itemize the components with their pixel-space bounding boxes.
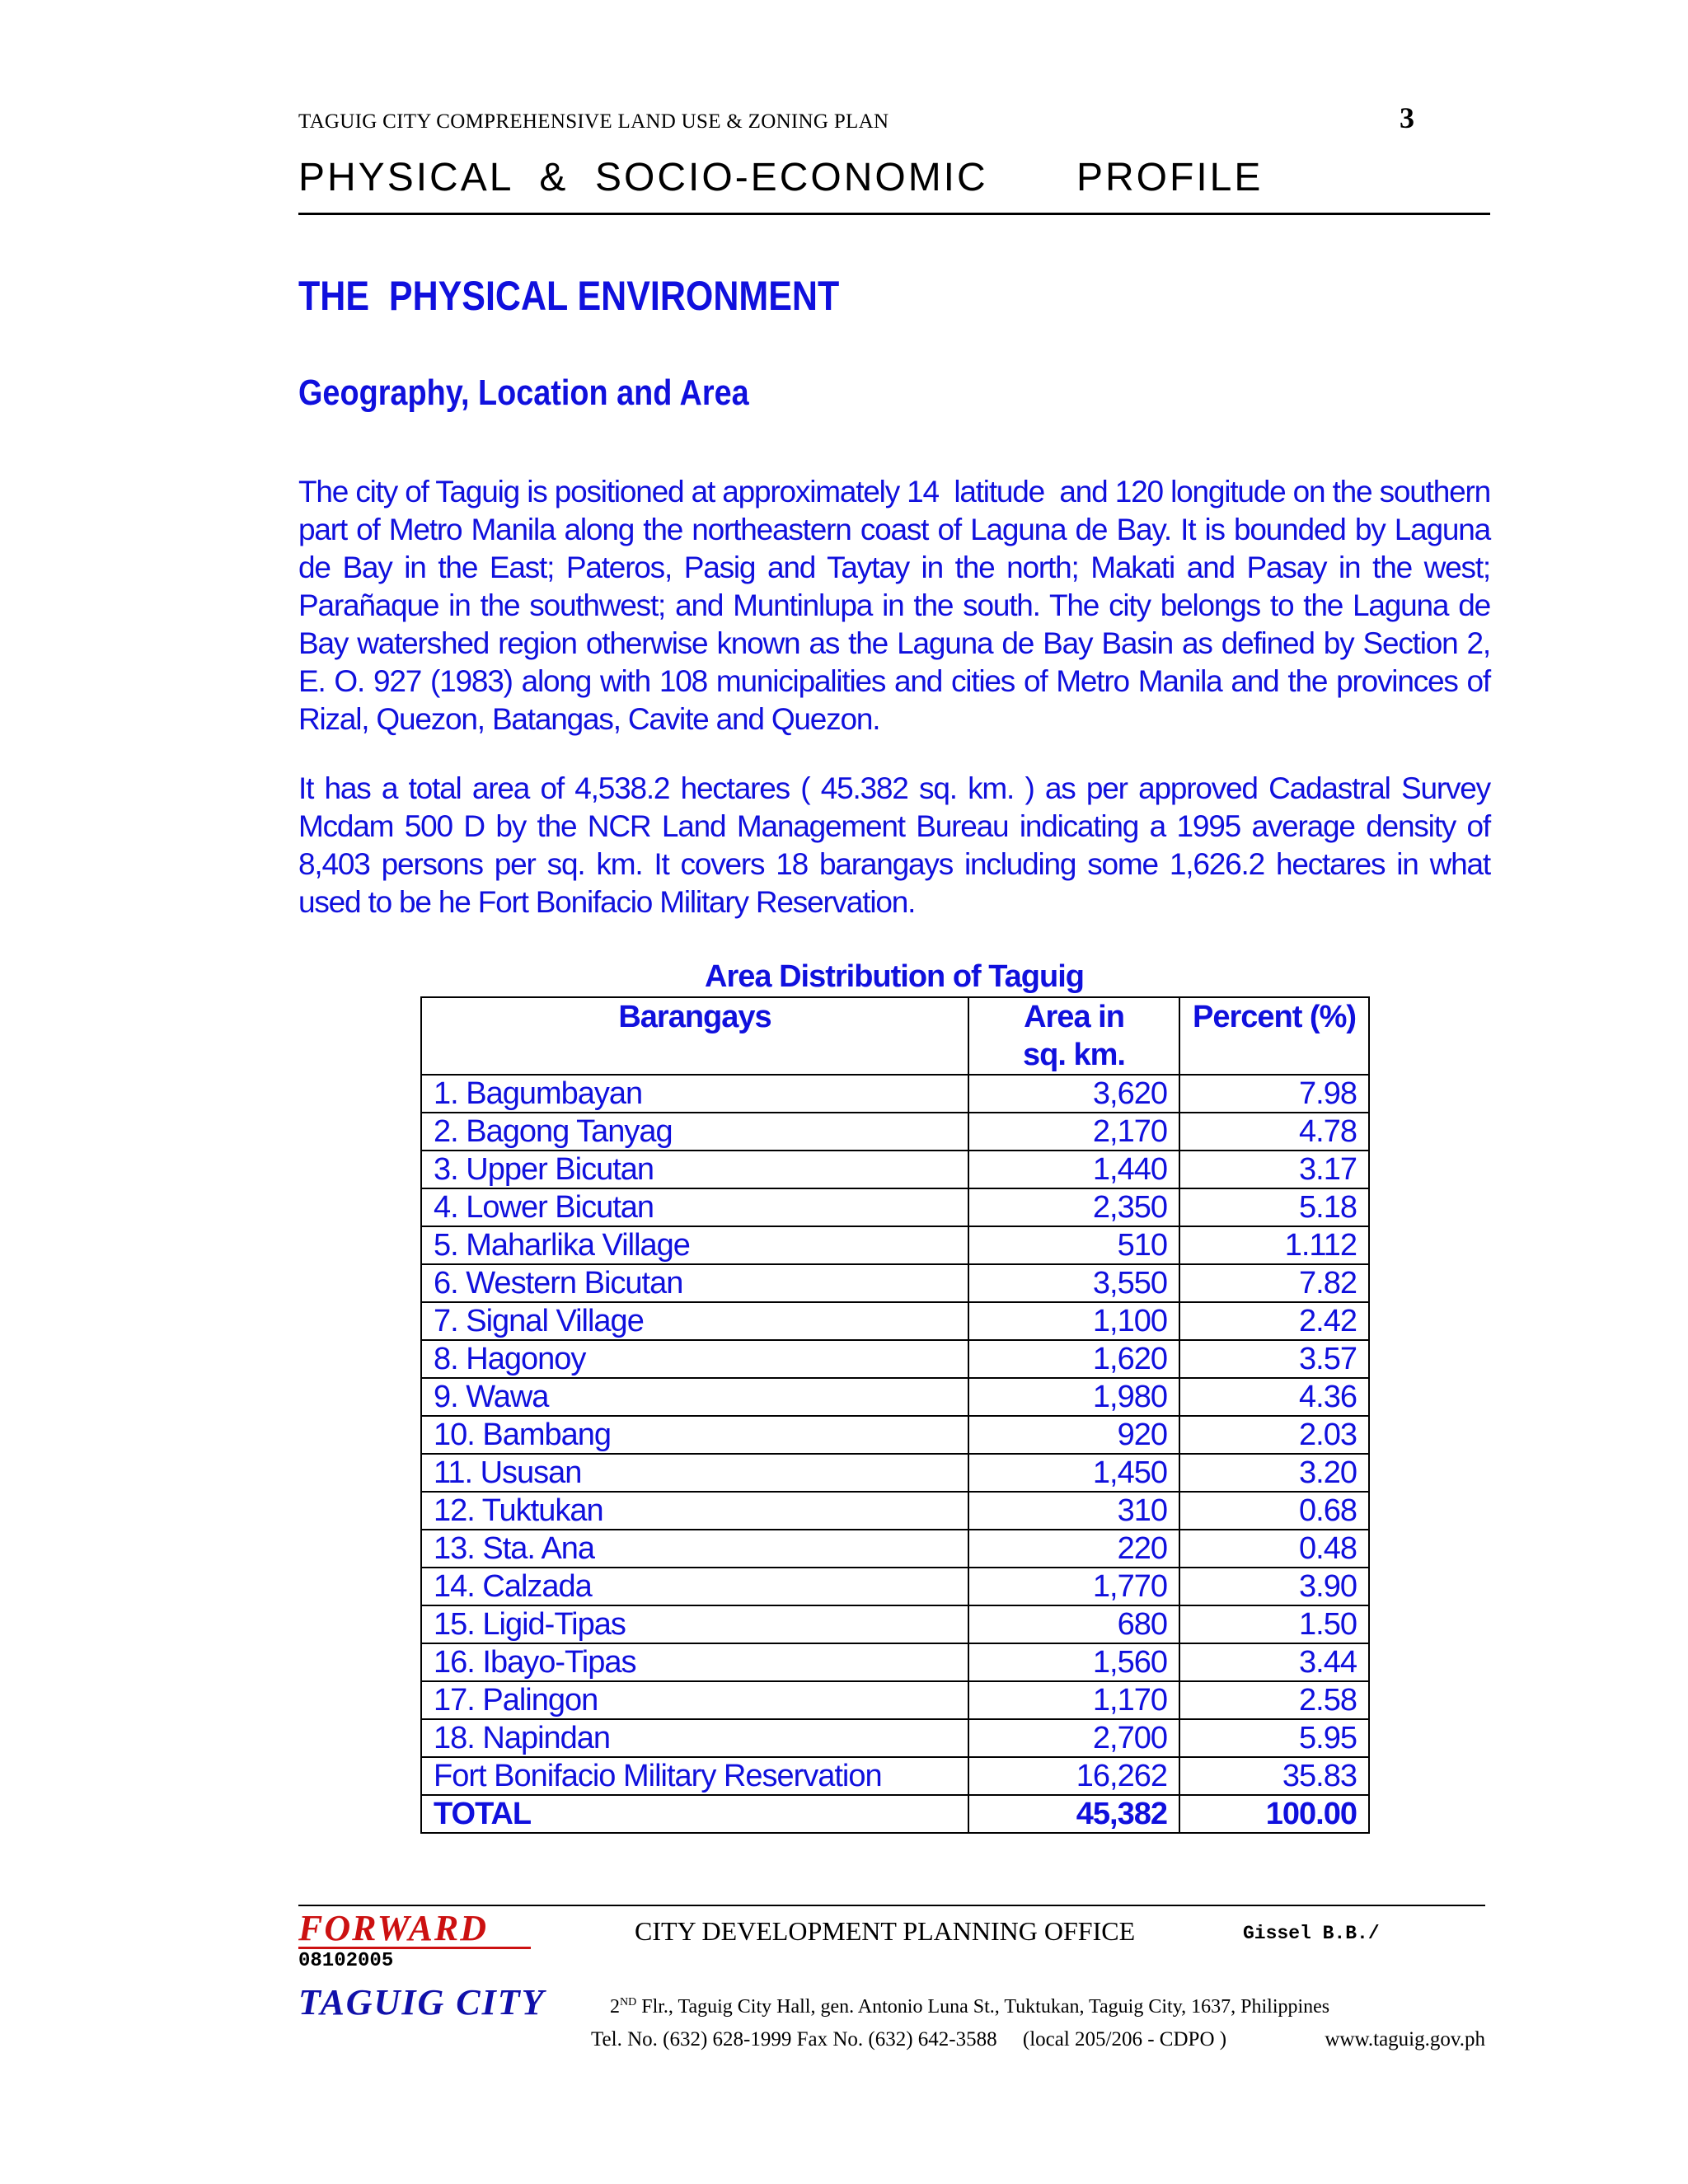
- table-row: [421, 1188, 1369, 1226]
- section-title-left: PHYSICAL & SOCIO-ECONOMIC: [298, 156, 988, 199]
- column-header-percent: Percent (%): [1179, 997, 1369, 1075]
- area-cell: 2,350: [968, 1188, 1179, 1226]
- barangay-name: Fort Bonifacio Military Reservation: [421, 1757, 968, 1795]
- percent-cell: 1.50: [1179, 1605, 1369, 1643]
- barangay-name: 13. Sta. Ana: [421, 1530, 968, 1568]
- percent-cell: 0.68: [1179, 1492, 1369, 1530]
- area-cell: 680: [968, 1605, 1179, 1643]
- area-cell: 2,170: [968, 1113, 1179, 1151]
- barangay-name: 18. Napindan: [421, 1719, 968, 1757]
- column-header-area: [968, 997, 1179, 1075]
- paragraph-area: It has a total area of 4,538.2 hectares ( 45.382 sq. km. ) as per approved Cadastral Survey Mcdam 500 D by the NCR Land Management Bureau indicating a 1995 average density of 8,403 persons per sq. km. It covers 18 barangays including some 1,626.2 hectares in what used to be he Fort Bonifacio Military Reservation.: [298, 771, 1490, 919]
- barangay-name: 7. Signal Village: [421, 1302, 968, 1340]
- barangay-name: 3. Upper Bicutan: [421, 1151, 968, 1188]
- barangay-name: 16. Ibayo-Tipas: [421, 1643, 968, 1681]
- area-distribution-table: [420, 996, 1370, 1834]
- para1-text-b: latitude and 120: [938, 475, 1163, 509]
- percent-cell: 2.42: [1179, 1302, 1369, 1340]
- table-row: [421, 1643, 1369, 1681]
- area-cell: 1,980: [968, 1378, 1179, 1416]
- barangay-name: 2. Bagong Tanyag: [421, 1113, 968, 1151]
- percent-cell: 5.18: [1179, 1188, 1369, 1226]
- total-area: 45,382: [968, 1795, 1179, 1833]
- area-header-line2: sq. km.: [1023, 1038, 1125, 1072]
- barangay-name: 11. Ususan: [421, 1454, 968, 1492]
- table-body: [421, 1075, 1369, 1795]
- percent-cell: 7.98: [1179, 1075, 1369, 1113]
- website-link[interactable]: www.taguig.gov.ph: [1325, 2028, 1485, 2050]
- table-row: [421, 1568, 1369, 1605]
- percent-cell: 1.112: [1179, 1226, 1369, 1264]
- table-header-row: [421, 997, 1369, 1075]
- table-row: [421, 1264, 1369, 1302]
- barangay-name: 8. Hagonoy: [421, 1340, 968, 1378]
- table-row: [421, 1530, 1369, 1568]
- barangay-name: 1. Bagumbayan: [421, 1075, 968, 1113]
- area-cell: 310: [968, 1492, 1179, 1530]
- table-row: [421, 1151, 1369, 1188]
- address-ordinal: ND: [620, 1996, 637, 2008]
- subheading: Geography, Location and Area: [298, 373, 749, 413]
- table-row: [421, 1757, 1369, 1795]
- area-cell: 1,620: [968, 1340, 1179, 1378]
- table-title: Area Distribution of Taguig: [705, 959, 1084, 994]
- area-cell: 3,550: [968, 1264, 1179, 1302]
- contact-line: [591, 2028, 1485, 2051]
- barangay-name: 9. Wawa: [421, 1378, 968, 1416]
- area-cell: 1,100: [968, 1302, 1179, 1340]
- area-cell: 1,560: [968, 1643, 1179, 1681]
- total-percent: 100.00: [1179, 1795, 1369, 1833]
- area-header-line1: Area in: [1024, 1000, 1124, 1034]
- section-header: [298, 155, 1490, 215]
- table-row: [421, 1113, 1369, 1151]
- page-heading: THE PHYSICAL ENVIRONMENT: [298, 273, 840, 319]
- percent-cell: 2.58: [1179, 1681, 1369, 1719]
- percent-cell: 2.03: [1179, 1416, 1369, 1454]
- date-code: 08102005: [298, 1950, 394, 1972]
- table-row: [421, 1681, 1369, 1719]
- percent-cell: 3.90: [1179, 1568, 1369, 1605]
- percent-cell: 35.83: [1179, 1757, 1369, 1795]
- area-cell: 510: [968, 1226, 1179, 1264]
- table-row: [421, 1719, 1369, 1757]
- column-header-barangays: Barangays: [421, 997, 968, 1075]
- area-cell: 2,700: [968, 1719, 1179, 1757]
- percent-cell: 7.82: [1179, 1264, 1369, 1302]
- barangay-name: 10. Bambang: [421, 1416, 968, 1454]
- table-row: [421, 1378, 1369, 1416]
- barangay-name: 5. Maharlika Village: [421, 1226, 968, 1264]
- area-cell: 1,170: [968, 1681, 1179, 1719]
- area-cell: 1,770: [968, 1568, 1179, 1605]
- area-cell: 16,262: [968, 1757, 1179, 1795]
- taguig-city-logo: TAGUIG CITY: [298, 1982, 546, 2022]
- percent-cell: 3.44: [1179, 1643, 1369, 1681]
- barangay-name: 15. Ligid-Tipas: [421, 1605, 968, 1643]
- barangay-name: 17. Palingon: [421, 1681, 968, 1719]
- address-floor: 2: [610, 1996, 620, 2018]
- contact-phone: Tel. No. (632) 628-1999 Fax No. (632) 642-3588 (local 205/206 - CDPO ): [591, 2028, 1227, 2050]
- area-cell: 1,450: [968, 1454, 1179, 1492]
- running-title: TAGUIG CITY COMPREHENSIVE LAND USE & ZONING PLAN: [298, 110, 889, 133]
- percent-cell: 0.48: [1179, 1530, 1369, 1568]
- percent-cell: 3.20: [1179, 1454, 1369, 1492]
- area-cell: 920: [968, 1416, 1179, 1454]
- para1-text-c: longitude on the southern part of Metro Manila along the northeastern coast of Laguna de Bay. It is bounded by Laguna de Bay in the East; Pateros, Pasig and Taytay in the north; Makati and Pasay in the west; Parañaque in the southwest; and Muntinlupa in the south. The city belongs to the Laguna de Bay watershed region otherwise known as the Laguna de Bay Basin as defined by Section 2, E. O. 927 (1983) along with 108 municipalities and cities of Metro Manila and the provinces of Rizal, Quezon, Batangas, Cavite and Quezon.: [298, 475, 1490, 736]
- percent-cell: 4.36: [1179, 1378, 1369, 1416]
- paragraph-location: [298, 466, 1490, 738]
- author-initials: Gissel B.B./: [1243, 1923, 1380, 1944]
- footer-divider: [298, 1905, 1485, 1906]
- table-row: [421, 1492, 1369, 1530]
- page-number: 3: [1400, 101, 1414, 134]
- office-address: [610, 1996, 1329, 2018]
- table-row: [421, 1340, 1369, 1378]
- barangay-name: 14. Calzada: [421, 1568, 968, 1605]
- percent-cell: 4.78: [1179, 1113, 1369, 1151]
- table-row: [421, 1302, 1369, 1340]
- area-cell: 220: [968, 1530, 1179, 1568]
- barangay-name: 4. Lower Bicutan: [421, 1188, 968, 1226]
- table-total-row: [421, 1795, 1369, 1833]
- address-text: Flr., Taguig City Hall, gen. Antonio Luna St., Tuktukan, Taguig City, 1637, Philippines: [636, 1996, 1330, 2018]
- percent-cell: 3.57: [1179, 1340, 1369, 1378]
- percent-cell: 3.17: [1179, 1151, 1369, 1188]
- area-cell: 1,440: [968, 1151, 1179, 1188]
- area-cell: 3,620: [968, 1075, 1179, 1113]
- barangay-name: 6. Western Bicutan: [421, 1264, 968, 1302]
- table-row: [421, 1226, 1369, 1264]
- office-name: CITY DEVELOPMENT PLANNING OFFICE: [635, 1916, 1136, 1946]
- para1-text-a: The city of Taguig is positioned at approximately 14: [298, 475, 939, 509]
- table-row: [421, 1075, 1369, 1113]
- section-title-right: PROFILE: [1076, 156, 1264, 199]
- barangay-name: 12. Tuktukan: [421, 1492, 968, 1530]
- table-row: [421, 1416, 1369, 1454]
- total-label: TOTAL: [421, 1795, 968, 1833]
- percent-cell: 5.95: [1179, 1719, 1369, 1757]
- table-row: [421, 1454, 1369, 1492]
- forward-logo: FORWARD: [298, 1910, 531, 1949]
- table-row: [421, 1605, 1369, 1643]
